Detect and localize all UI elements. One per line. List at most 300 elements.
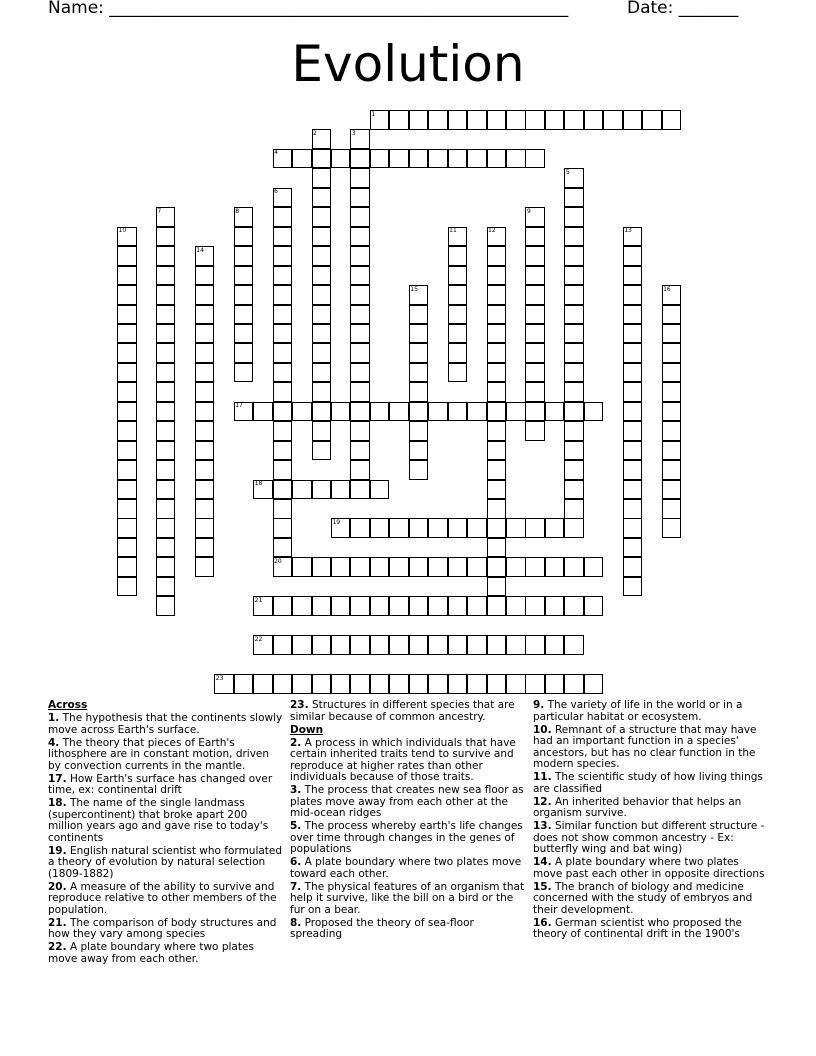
grid-cell[interactable] bbox=[409, 110, 429, 130]
grid-cell[interactable] bbox=[156, 596, 176, 616]
grid-cell[interactable] bbox=[312, 343, 332, 363]
grid-cell[interactable] bbox=[448, 149, 468, 169]
grid-cell[interactable] bbox=[487, 480, 507, 500]
grid-cell[interactable] bbox=[525, 363, 545, 383]
grid-cell[interactable] bbox=[623, 343, 643, 363]
grid-cell[interactable] bbox=[448, 246, 468, 266]
grid-cell[interactable] bbox=[564, 674, 584, 694]
grid-cell[interactable] bbox=[331, 149, 351, 169]
grid-cell[interactable] bbox=[195, 382, 215, 402]
grid-cell[interactable] bbox=[156, 557, 176, 577]
grid-cell[interactable] bbox=[117, 577, 137, 597]
grid-cell[interactable] bbox=[409, 149, 429, 169]
grid-cell[interactable] bbox=[234, 324, 254, 344]
grid-cell[interactable] bbox=[292, 635, 312, 655]
grid-cell[interactable] bbox=[312, 285, 332, 305]
grid-cell[interactable] bbox=[448, 518, 468, 538]
grid-cell[interactable] bbox=[545, 518, 565, 538]
grid-cell[interactable] bbox=[195, 518, 215, 538]
grid-cell[interactable] bbox=[312, 635, 332, 655]
grid-cell[interactable] bbox=[350, 363, 370, 383]
grid-cell[interactable] bbox=[350, 324, 370, 344]
grid-cell[interactable] bbox=[350, 168, 370, 188]
grid-cell[interactable] bbox=[448, 266, 468, 286]
grid-cell[interactable] bbox=[564, 518, 584, 538]
grid-cell[interactable] bbox=[623, 324, 643, 344]
grid-cell[interactable] bbox=[195, 499, 215, 519]
grid-cell[interactable] bbox=[389, 402, 409, 422]
grid-cell[interactable] bbox=[545, 402, 565, 422]
grid-cell[interactable] bbox=[156, 518, 176, 538]
grid-cell[interactable] bbox=[350, 460, 370, 480]
grid-cell[interactable] bbox=[564, 421, 584, 441]
grid-cell[interactable] bbox=[350, 285, 370, 305]
grid-cell[interactable] bbox=[117, 557, 137, 577]
grid-cell[interactable] bbox=[312, 421, 332, 441]
grid-cell[interactable] bbox=[623, 421, 643, 441]
grid-cell[interactable] bbox=[312, 480, 332, 500]
grid-cell[interactable] bbox=[409, 596, 429, 616]
grid-cell[interactable] bbox=[292, 596, 312, 616]
grid-cell[interactable] bbox=[292, 674, 312, 694]
grid-cell[interactable] bbox=[506, 518, 526, 538]
grid-cell[interactable] bbox=[389, 596, 409, 616]
grid-cell[interactable] bbox=[195, 343, 215, 363]
grid-cell[interactable] bbox=[506, 635, 526, 655]
grid-cell[interactable] bbox=[467, 402, 487, 422]
grid-cell[interactable] bbox=[448, 285, 468, 305]
grid-cell[interactable] bbox=[525, 557, 545, 577]
grid-cell[interactable] bbox=[234, 246, 254, 266]
grid-cell[interactable] bbox=[467, 557, 487, 577]
grid-cell[interactable] bbox=[623, 246, 643, 266]
grid-cell[interactable] bbox=[409, 324, 429, 344]
grid-cell[interactable] bbox=[623, 577, 643, 597]
grid-cell[interactable] bbox=[525, 674, 545, 694]
grid-cell[interactable] bbox=[234, 674, 254, 694]
grid-cell[interactable] bbox=[350, 480, 370, 500]
grid-cell[interactable] bbox=[525, 110, 545, 130]
grid-cell[interactable] bbox=[623, 363, 643, 383]
grid-cell[interactable] bbox=[195, 266, 215, 286]
grid-cell[interactable] bbox=[623, 382, 643, 402]
grid-cell[interactable] bbox=[312, 207, 332, 227]
grid-cell[interactable] bbox=[117, 460, 137, 480]
grid-cell[interactable] bbox=[234, 305, 254, 325]
grid-cell[interactable] bbox=[370, 518, 390, 538]
grid-cell[interactable] bbox=[117, 421, 137, 441]
grid-cell[interactable] bbox=[331, 480, 351, 500]
grid-cell[interactable] bbox=[662, 402, 682, 422]
grid-cell[interactable] bbox=[253, 402, 273, 422]
grid-cell[interactable] bbox=[662, 480, 682, 500]
grid-cell[interactable] bbox=[564, 110, 584, 130]
grid-cell[interactable] bbox=[564, 635, 584, 655]
grid-cell[interactable] bbox=[234, 227, 254, 247]
grid-cell[interactable] bbox=[195, 441, 215, 461]
grid-cell[interactable] bbox=[292, 480, 312, 500]
grid-cell[interactable] bbox=[564, 343, 584, 363]
grid-cell[interactable] bbox=[117, 480, 137, 500]
grid-cell[interactable] bbox=[117, 266, 137, 286]
grid-cell[interactable] bbox=[350, 518, 370, 538]
grid-cell[interactable] bbox=[448, 635, 468, 655]
grid-cell[interactable] bbox=[273, 324, 293, 344]
grid-cell[interactable] bbox=[525, 149, 545, 169]
grid-cell[interactable] bbox=[273, 305, 293, 325]
grid-cell[interactable] bbox=[117, 305, 137, 325]
grid-cell[interactable] bbox=[487, 441, 507, 461]
grid-cell[interactable] bbox=[448, 305, 468, 325]
grid-cell[interactable] bbox=[292, 149, 312, 169]
grid-cell[interactable] bbox=[545, 635, 565, 655]
grid-cell[interactable] bbox=[350, 441, 370, 461]
grid-cell[interactable] bbox=[564, 557, 584, 577]
grid-cell[interactable] bbox=[273, 402, 293, 422]
grid-cell[interactable] bbox=[117, 246, 137, 266]
grid-cell[interactable] bbox=[623, 441, 643, 461]
grid-cell[interactable] bbox=[564, 266, 584, 286]
grid-cell[interactable] bbox=[195, 480, 215, 500]
grid-cell[interactable] bbox=[467, 110, 487, 130]
grid-cell[interactable] bbox=[331, 557, 351, 577]
grid-cell[interactable] bbox=[545, 110, 565, 130]
grid-cell[interactable] bbox=[350, 557, 370, 577]
grid-cell[interactable] bbox=[117, 382, 137, 402]
grid-cell[interactable] bbox=[623, 480, 643, 500]
grid-cell[interactable] bbox=[603, 110, 623, 130]
grid-cell[interactable] bbox=[312, 149, 332, 169]
grid-cell[interactable] bbox=[273, 363, 293, 383]
grid-cell[interactable] bbox=[156, 441, 176, 461]
grid-cell[interactable] bbox=[642, 110, 662, 130]
grid-cell[interactable] bbox=[312, 441, 332, 461]
grid-cell[interactable] bbox=[156, 402, 176, 422]
grid-cell[interactable] bbox=[662, 518, 682, 538]
grid-cell[interactable] bbox=[564, 460, 584, 480]
grid-cell[interactable] bbox=[350, 382, 370, 402]
grid-cell[interactable] bbox=[273, 246, 293, 266]
grid-cell[interactable] bbox=[389, 635, 409, 655]
grid-cell[interactable] bbox=[312, 246, 332, 266]
grid-cell[interactable] bbox=[350, 246, 370, 266]
grid-cell[interactable] bbox=[525, 227, 545, 247]
grid-cell[interactable] bbox=[350, 227, 370, 247]
grid-cell[interactable] bbox=[487, 305, 507, 325]
grid-cell[interactable] bbox=[506, 402, 526, 422]
grid-cell[interactable] bbox=[292, 557, 312, 577]
grid-cell[interactable] bbox=[467, 149, 487, 169]
grid-cell[interactable] bbox=[156, 577, 176, 597]
grid-cell[interactable] bbox=[350, 635, 370, 655]
grid-cell[interactable] bbox=[350, 266, 370, 286]
grid-cell[interactable] bbox=[273, 460, 293, 480]
grid-cell[interactable] bbox=[487, 557, 507, 577]
grid-cell[interactable] bbox=[273, 266, 293, 286]
grid-cell[interactable] bbox=[428, 596, 448, 616]
grid-cell[interactable] bbox=[662, 441, 682, 461]
grid-cell[interactable] bbox=[487, 382, 507, 402]
grid-cell[interactable] bbox=[428, 635, 448, 655]
grid-cell[interactable] bbox=[156, 460, 176, 480]
grid-cell[interactable] bbox=[487, 421, 507, 441]
grid-cell[interactable] bbox=[525, 324, 545, 344]
grid-cell[interactable] bbox=[312, 674, 332, 694]
grid-cell[interactable] bbox=[623, 557, 643, 577]
grid-cell[interactable] bbox=[156, 499, 176, 519]
grid-cell[interactable] bbox=[350, 421, 370, 441]
grid-cell[interactable] bbox=[623, 460, 643, 480]
grid-cell[interactable] bbox=[156, 363, 176, 383]
grid-cell[interactable] bbox=[662, 110, 682, 130]
grid-cell[interactable] bbox=[428, 402, 448, 422]
grid-cell[interactable] bbox=[409, 402, 429, 422]
grid-cell[interactable] bbox=[350, 674, 370, 694]
grid-cell[interactable] bbox=[273, 674, 293, 694]
grid-cell[interactable] bbox=[195, 305, 215, 325]
grid-cell[interactable] bbox=[331, 596, 351, 616]
grid-cell[interactable] bbox=[487, 110, 507, 130]
grid-cell[interactable] bbox=[487, 460, 507, 480]
grid-cell[interactable] bbox=[487, 343, 507, 363]
grid-cell[interactable] bbox=[117, 441, 137, 461]
grid-cell[interactable] bbox=[156, 538, 176, 558]
grid-cell[interactable] bbox=[487, 149, 507, 169]
grid-cell[interactable] bbox=[506, 596, 526, 616]
grid-cell[interactable] bbox=[370, 557, 390, 577]
grid-cell[interactable] bbox=[331, 674, 351, 694]
grid-cell[interactable] bbox=[428, 557, 448, 577]
grid-cell[interactable] bbox=[156, 480, 176, 500]
grid-cell[interactable] bbox=[525, 246, 545, 266]
grid-cell[interactable] bbox=[564, 499, 584, 519]
grid-cell[interactable] bbox=[564, 441, 584, 461]
grid-cell[interactable] bbox=[564, 207, 584, 227]
grid-cell[interactable] bbox=[273, 421, 293, 441]
grid-cell[interactable] bbox=[350, 207, 370, 227]
grid-cell[interactable] bbox=[350, 149, 370, 169]
grid-cell[interactable] bbox=[525, 596, 545, 616]
grid-cell[interactable] bbox=[623, 499, 643, 519]
grid-cell[interactable] bbox=[156, 246, 176, 266]
grid-cell[interactable] bbox=[117, 324, 137, 344]
grid-cell[interactable] bbox=[545, 596, 565, 616]
grid-cell[interactable] bbox=[331, 402, 351, 422]
grid-cell[interactable] bbox=[195, 324, 215, 344]
grid-cell[interactable] bbox=[409, 421, 429, 441]
grid-cell[interactable] bbox=[117, 285, 137, 305]
grid-cell[interactable] bbox=[428, 149, 448, 169]
grid-cell[interactable] bbox=[448, 343, 468, 363]
grid-cell[interactable] bbox=[409, 343, 429, 363]
grid-cell[interactable] bbox=[156, 382, 176, 402]
grid-cell[interactable] bbox=[253, 674, 273, 694]
grid-cell[interactable] bbox=[370, 149, 390, 169]
grid-cell[interactable] bbox=[487, 363, 507, 383]
grid-cell[interactable] bbox=[564, 402, 584, 422]
grid-cell[interactable] bbox=[273, 207, 293, 227]
grid-cell[interactable] bbox=[234, 285, 254, 305]
grid-cell[interactable] bbox=[409, 557, 429, 577]
grid-cell[interactable] bbox=[506, 557, 526, 577]
grid-cell[interactable] bbox=[525, 285, 545, 305]
grid-cell[interactable] bbox=[156, 285, 176, 305]
grid-cell[interactable] bbox=[273, 499, 293, 519]
grid-cell[interactable] bbox=[117, 499, 137, 519]
grid-cell[interactable] bbox=[584, 596, 604, 616]
grid-cell[interactable] bbox=[487, 518, 507, 538]
grid-cell[interactable] bbox=[117, 538, 137, 558]
grid-cell[interactable] bbox=[487, 324, 507, 344]
grid-cell[interactable] bbox=[312, 266, 332, 286]
grid-cell[interactable] bbox=[370, 635, 390, 655]
grid-cell[interactable] bbox=[273, 518, 293, 538]
grid-cell[interactable] bbox=[564, 227, 584, 247]
grid-cell[interactable] bbox=[312, 188, 332, 208]
grid-cell[interactable] bbox=[409, 518, 429, 538]
grid-cell[interactable] bbox=[195, 538, 215, 558]
grid-cell[interactable] bbox=[487, 499, 507, 519]
grid-cell[interactable] bbox=[350, 188, 370, 208]
grid-cell[interactable] bbox=[564, 382, 584, 402]
grid-cell[interactable] bbox=[448, 402, 468, 422]
grid-cell[interactable] bbox=[564, 480, 584, 500]
grid-cell[interactable] bbox=[662, 305, 682, 325]
name-line[interactable]: Name: ______________________________________________________ bbox=[48, 0, 569, 18]
grid-cell[interactable] bbox=[487, 674, 507, 694]
grid-cell[interactable] bbox=[448, 557, 468, 577]
grid-cell[interactable] bbox=[234, 343, 254, 363]
grid-cell[interactable] bbox=[448, 110, 468, 130]
grid-cell[interactable] bbox=[662, 363, 682, 383]
grid-cell[interactable] bbox=[409, 460, 429, 480]
grid-cell[interactable] bbox=[389, 110, 409, 130]
grid-cell[interactable] bbox=[623, 305, 643, 325]
grid-cell[interactable] bbox=[370, 674, 390, 694]
grid-cell[interactable] bbox=[370, 480, 390, 500]
grid-cell[interactable] bbox=[506, 110, 526, 130]
grid-cell[interactable] bbox=[623, 285, 643, 305]
grid-cell[interactable] bbox=[117, 363, 137, 383]
grid-cell[interactable] bbox=[273, 538, 293, 558]
grid-cell[interactable] bbox=[292, 402, 312, 422]
grid-cell[interactable] bbox=[409, 441, 429, 461]
grid-cell[interactable] bbox=[234, 363, 254, 383]
grid-cell[interactable] bbox=[662, 421, 682, 441]
grid-cell[interactable] bbox=[156, 305, 176, 325]
grid-cell[interactable] bbox=[467, 635, 487, 655]
grid-cell[interactable] bbox=[662, 343, 682, 363]
grid-cell[interactable] bbox=[156, 266, 176, 286]
grid-cell[interactable] bbox=[428, 518, 448, 538]
grid-cell[interactable] bbox=[195, 402, 215, 422]
grid-cell[interactable] bbox=[448, 596, 468, 616]
grid-cell[interactable] bbox=[117, 343, 137, 363]
grid-cell[interactable] bbox=[312, 227, 332, 247]
grid-cell[interactable] bbox=[389, 518, 409, 538]
grid-cell[interactable] bbox=[487, 635, 507, 655]
grid-cell[interactable] bbox=[525, 402, 545, 422]
grid-cell[interactable] bbox=[312, 305, 332, 325]
grid-cell[interactable] bbox=[448, 363, 468, 383]
grid-cell[interactable] bbox=[448, 674, 468, 694]
grid-cell[interactable] bbox=[487, 596, 507, 616]
grid-cell[interactable] bbox=[156, 324, 176, 344]
grid-cell[interactable] bbox=[428, 674, 448, 694]
grid-cell[interactable] bbox=[564, 596, 584, 616]
grid-cell[interactable] bbox=[117, 402, 137, 422]
grid-cell[interactable] bbox=[312, 382, 332, 402]
grid-cell[interactable] bbox=[525, 343, 545, 363]
grid-cell[interactable] bbox=[662, 324, 682, 344]
grid-cell[interactable] bbox=[545, 557, 565, 577]
grid-cell[interactable] bbox=[467, 518, 487, 538]
grid-cell[interactable] bbox=[409, 382, 429, 402]
grid-cell[interactable] bbox=[156, 343, 176, 363]
grid-cell[interactable] bbox=[487, 266, 507, 286]
grid-cell[interactable] bbox=[662, 499, 682, 519]
grid-cell[interactable] bbox=[525, 305, 545, 325]
grid-cell[interactable] bbox=[564, 363, 584, 383]
grid-cell[interactable] bbox=[409, 674, 429, 694]
grid-cell[interactable] bbox=[487, 577, 507, 597]
grid-cell[interactable] bbox=[564, 285, 584, 305]
grid-cell[interactable] bbox=[312, 168, 332, 188]
grid-cell[interactable] bbox=[312, 557, 332, 577]
grid-cell[interactable] bbox=[506, 149, 526, 169]
grid-cell[interactable] bbox=[273, 635, 293, 655]
grid-cell[interactable] bbox=[273, 441, 293, 461]
grid-cell[interactable] bbox=[564, 246, 584, 266]
grid-cell[interactable] bbox=[623, 110, 643, 130]
grid-cell[interactable] bbox=[370, 596, 390, 616]
grid-cell[interactable] bbox=[584, 110, 604, 130]
grid-cell[interactable] bbox=[584, 674, 604, 694]
grid-cell[interactable] bbox=[487, 538, 507, 558]
grid-cell[interactable] bbox=[195, 557, 215, 577]
grid-cell[interactable] bbox=[584, 557, 604, 577]
grid-cell[interactable] bbox=[234, 266, 254, 286]
grid-cell[interactable] bbox=[195, 421, 215, 441]
grid-cell[interactable] bbox=[525, 635, 545, 655]
grid-cell[interactable] bbox=[350, 305, 370, 325]
grid-cell[interactable] bbox=[273, 596, 293, 616]
grid-cell[interactable] bbox=[564, 305, 584, 325]
grid-cell[interactable] bbox=[564, 188, 584, 208]
grid-cell[interactable] bbox=[623, 518, 643, 538]
grid-cell[interactable] bbox=[525, 266, 545, 286]
grid-cell[interactable] bbox=[448, 324, 468, 344]
grid-cell[interactable] bbox=[623, 266, 643, 286]
grid-cell[interactable] bbox=[195, 363, 215, 383]
grid-cell[interactable] bbox=[156, 227, 176, 247]
grid-cell[interactable] bbox=[467, 596, 487, 616]
grid-cell[interactable] bbox=[487, 285, 507, 305]
grid-cell[interactable] bbox=[545, 674, 565, 694]
grid-cell[interactable] bbox=[662, 382, 682, 402]
grid-cell[interactable] bbox=[525, 382, 545, 402]
grid-cell[interactable] bbox=[389, 557, 409, 577]
grid-cell[interactable] bbox=[564, 324, 584, 344]
grid-cell[interactable] bbox=[487, 402, 507, 422]
grid-cell[interactable] bbox=[195, 285, 215, 305]
grid-cell[interactable] bbox=[389, 149, 409, 169]
grid-cell[interactable] bbox=[273, 480, 293, 500]
date-line[interactable]: Date: _______ bbox=[627, 0, 739, 18]
grid-cell[interactable] bbox=[428, 110, 448, 130]
grid-cell[interactable] bbox=[331, 635, 351, 655]
grid-cell[interactable] bbox=[623, 538, 643, 558]
